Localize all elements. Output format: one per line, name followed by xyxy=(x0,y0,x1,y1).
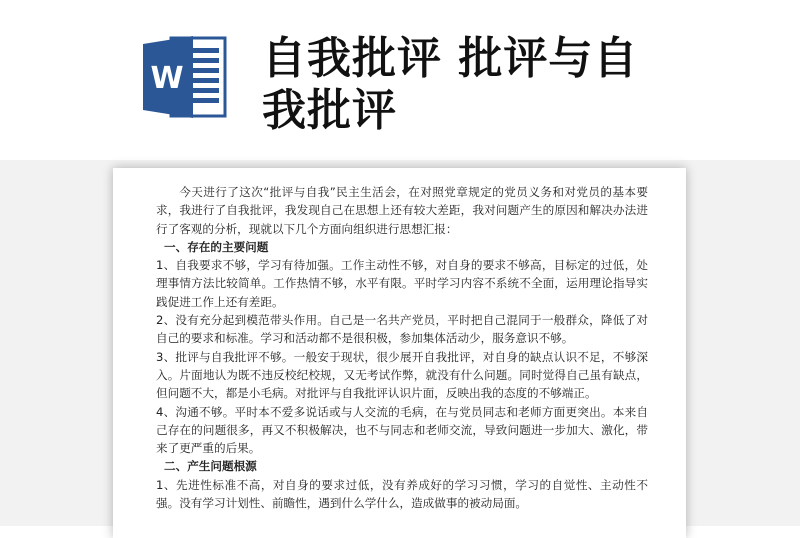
page-title: 自我批评 批评与自我批评 xyxy=(262,33,639,136)
paragraph-item-2: 2、没有充分起到模范带头作用。自己是一名共产党员，平时把自己混同于一般群众，降低了对自己的要求和标准。学习和活动都不是很积极，参加集体活动少，服务意识不够。 xyxy=(156,313,648,346)
paragraph-intro: 今天进行了这次“批评与自我”民主生活会，在对照党章规定的党员义务和对党员的基本要求，我进行了自我批评，我发现自己在思想上还有较大差距，我对问题产生的原因和解决办法进行了客观的分析，现就以下几个方面向组织进行思想汇报： xyxy=(156,185,648,236)
paragraph-item-1: 1、自我要求不够，学习有待加强。工作主动性不够，对自身的要求不够高，目标定的过低，处理事情方法比较简单。工作热情不够，水平有限。平时学习内容不系统不全面，运用理论指导实践促进工作上还有差距。 xyxy=(156,258,648,309)
word-icon-letter: W xyxy=(150,61,184,96)
paragraph-item-5: 1、先进性标准不高，对自身的要求过低，没有养成好的学习习惯，学习的自觉性、主动性不强。没有学习计划性、前瞻性，遇到什么学什么，造成做事的被动局面。 xyxy=(156,477,648,511)
paragraph-item-3: 3、批评与自我批评不够。一般安于现状，很少展开自我批评，对自身的缺点认识不足，不够深入。片面地认为既不违反校纪校规，又无考试作弊，就没有什么问题。同时觉得自己虽有缺点，但问题不大，都是小毛病。对批评与自我批评认识片面，反映出我的态度的不够端正。 xyxy=(156,349,648,401)
document-header xyxy=(0,0,800,160)
section-heading-problems: 一、存在的主要问题 xyxy=(164,239,269,254)
word-document-icon xyxy=(143,34,227,120)
paragraph-item-4: 4、沟通不够。平时本不爱多说话或与人交流的毛病，在与党员同志和老师方面更突出。本来自己存在的问题很多，再又不积极解决，也不与同志和老师交流，导致问题进一步加大、激化，带来了更严重的后果。 xyxy=(156,404,648,456)
document-body xyxy=(156,183,648,512)
section-heading-causes: 二、产生问题根源 xyxy=(164,459,257,474)
